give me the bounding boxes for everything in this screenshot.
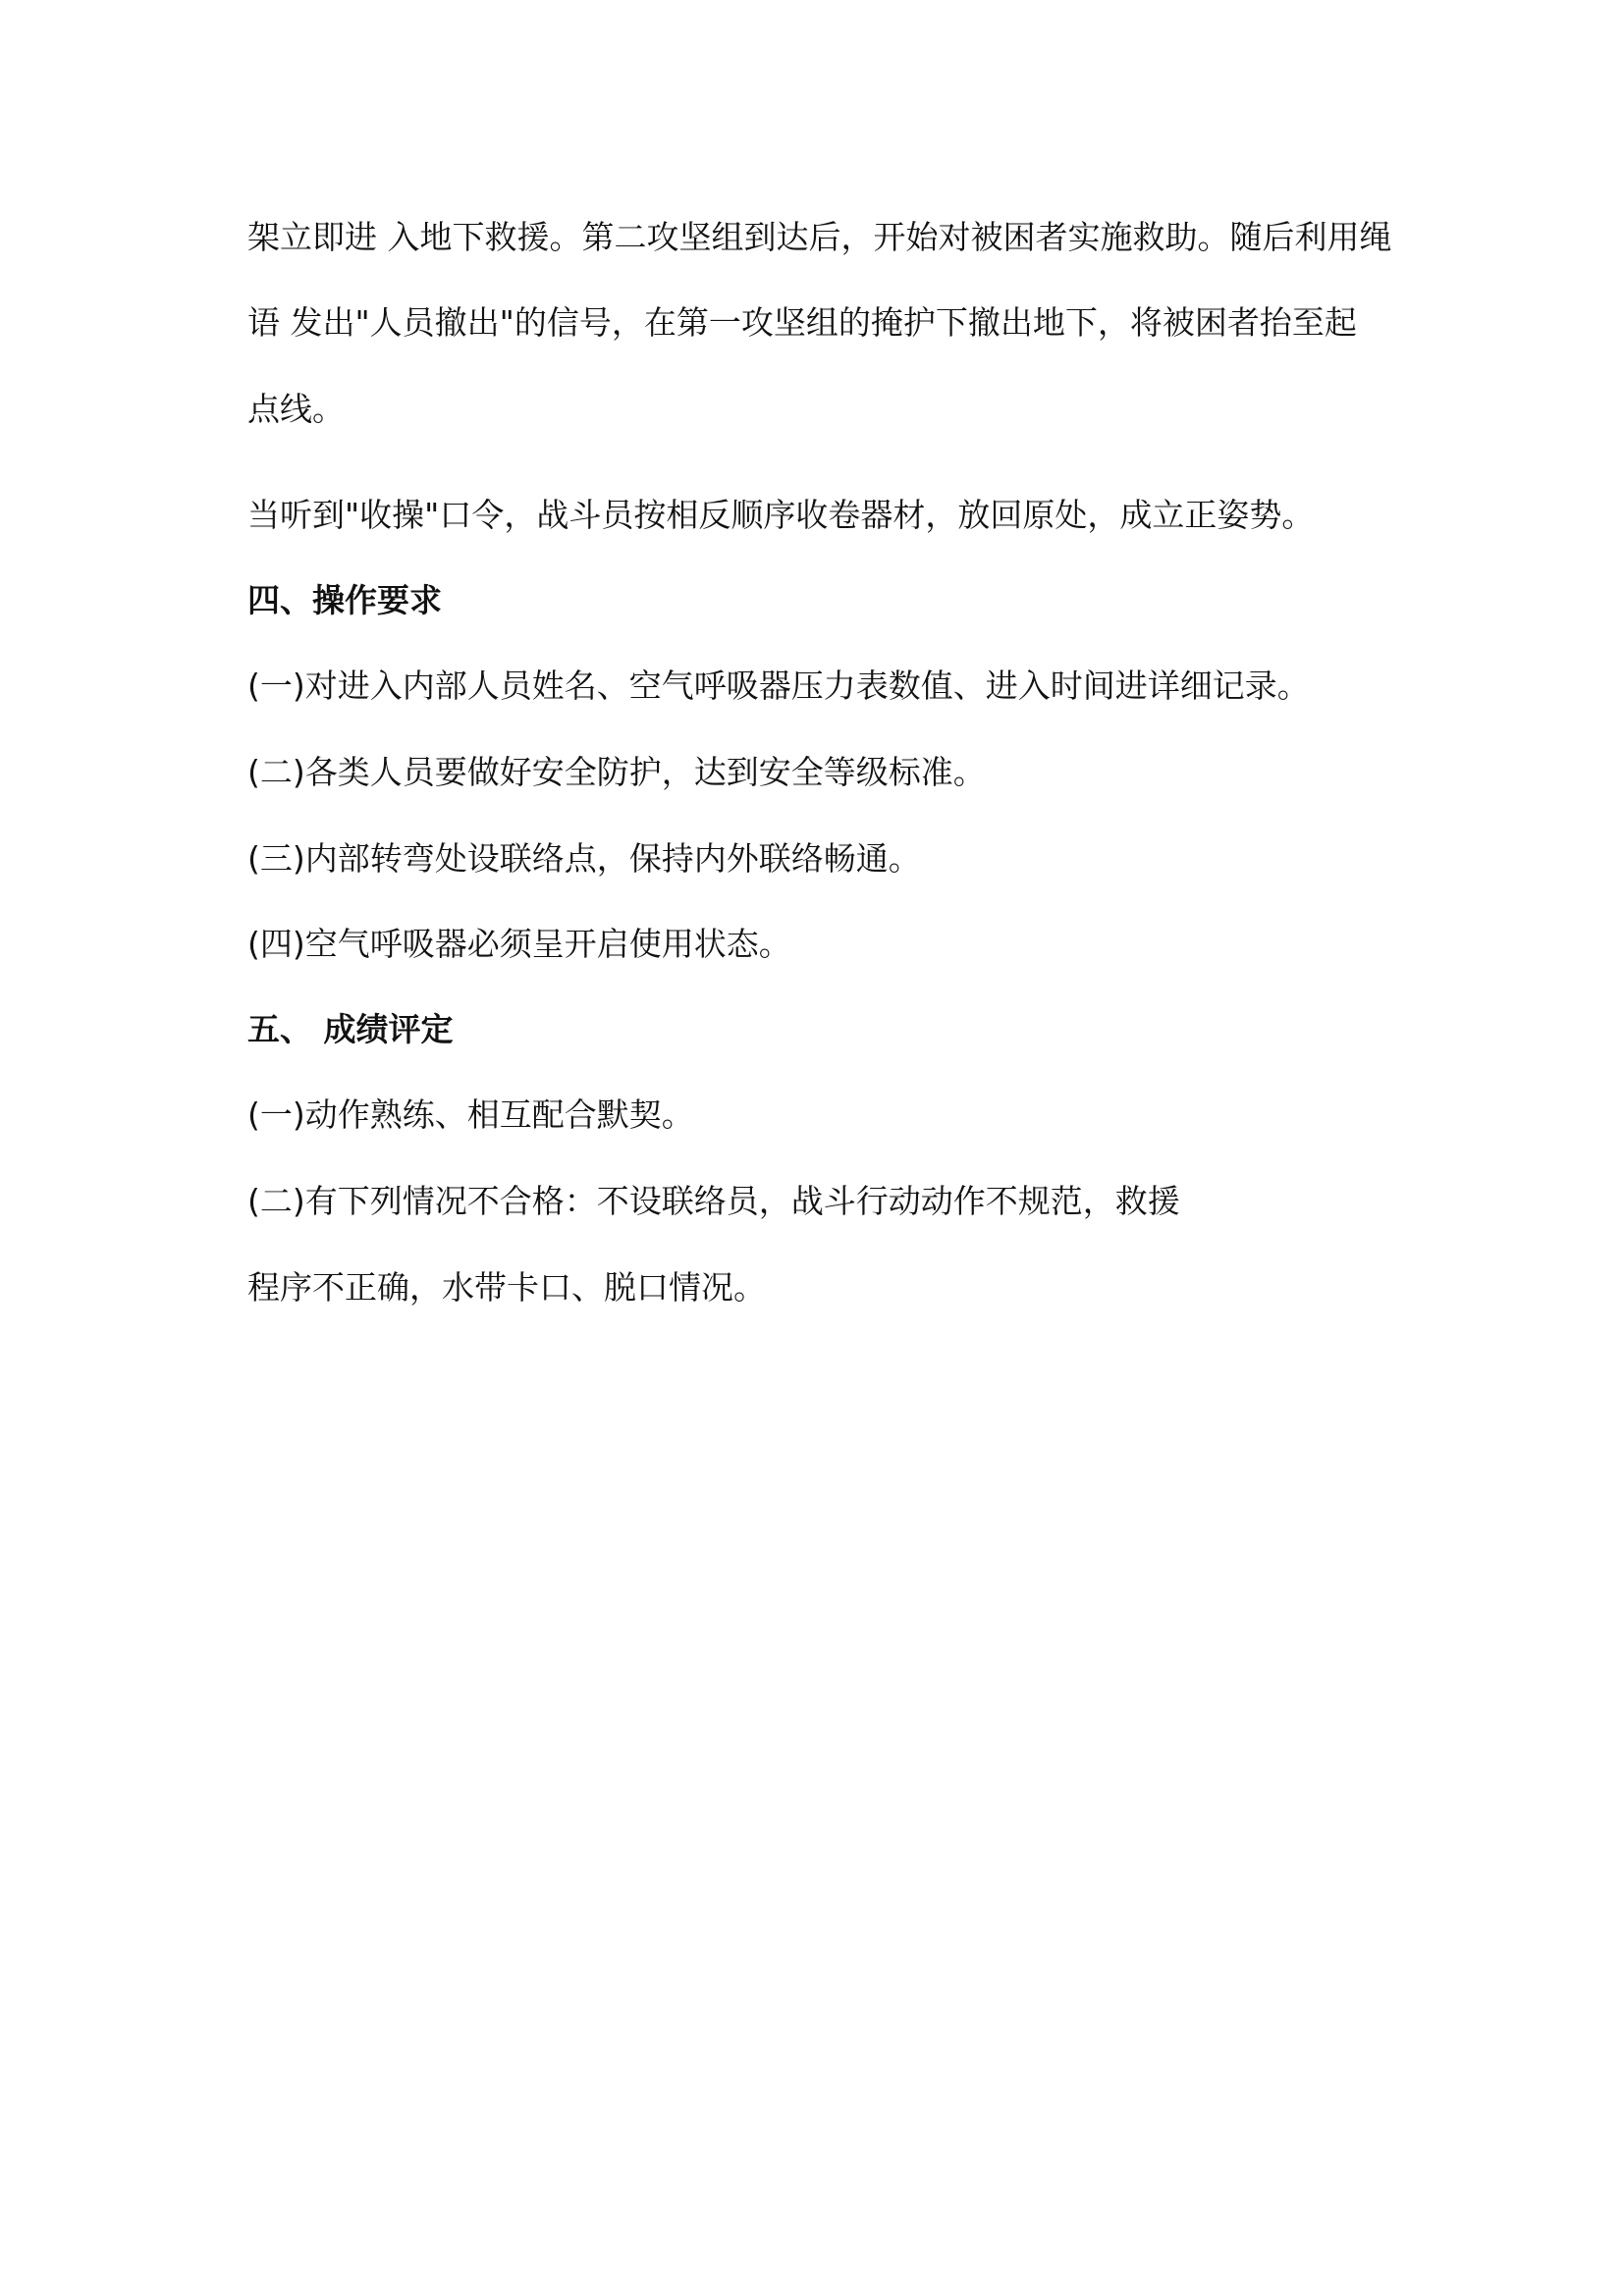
paragraph-line-4: 当听到"收操"口令，战斗员按相反顺序收卷器材，放回原处，成立正姿势。 xyxy=(247,496,1315,534)
paragraph-line-2: 语 发出"人员撤出"的信号，在第一攻坚组的掩护下撤出地下，将被困者抬至起 xyxy=(247,303,1357,342)
paragraph-line-3: 点线。 xyxy=(247,390,345,428)
paragraph-line-1: 架立即进 入地下救援。第二攻坚组到达后，开始对被困者实施救助。随后利用绳 xyxy=(247,218,1392,256)
evaluation-item-2: (二)有下列情况不合格：不设联络员，战斗行动动作不规范，救援 xyxy=(247,1182,1180,1220)
section-heading-4: 四、操作要求 xyxy=(247,581,442,619)
section-heading-5: 五、 成绩评定 xyxy=(247,1010,454,1048)
requirement-item-4: (四)空气呼吸器必须呈开启使用状态。 xyxy=(247,925,791,963)
evaluation-item-1: (一)动作熟练、相互配合默契。 xyxy=(247,1095,694,1134)
requirement-item-1: (一)对进入内部人员姓名、空气呼吸器压力表数值、进入时间进详细记录。 xyxy=(247,667,1310,705)
requirement-item-2: (二)各类人员要做好安全防护，达到安全等级标准。 xyxy=(247,753,986,791)
evaluation-item-2-continued: 程序不正确，水带卡口、脱口情况。 xyxy=(247,1268,766,1307)
requirement-item-3: (三)内部转弯处设联络点，保持内外联络畅通。 xyxy=(247,839,921,878)
